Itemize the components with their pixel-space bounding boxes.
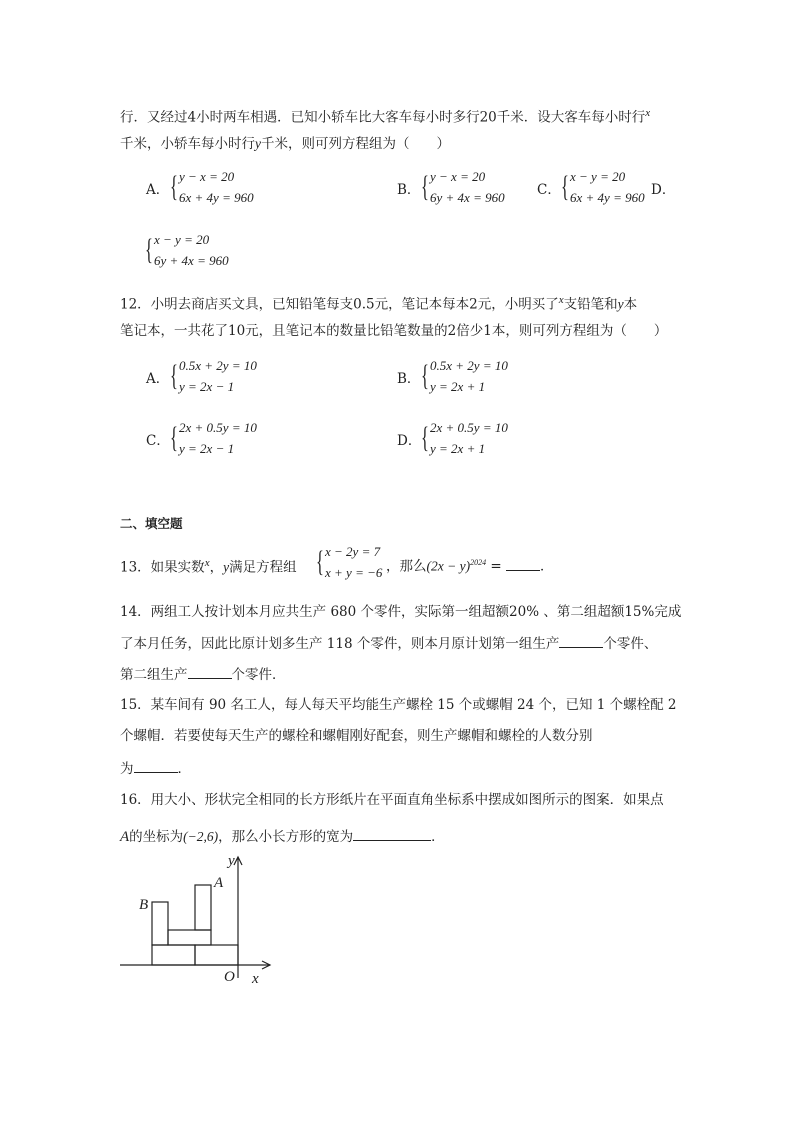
q12-option-c-label: C． bbox=[146, 433, 170, 449]
rect-middle bbox=[168, 930, 211, 945]
figure-label-b: B bbox=[139, 897, 149, 913]
q13-expr: (2x − y) bbox=[426, 558, 471, 574]
figure-label-y: y bbox=[228, 853, 235, 869]
q12-a-eq2: y = 2x − 1 bbox=[179, 379, 235, 394]
q15-line1 bbox=[120, 695, 677, 715]
q16-figure bbox=[110, 845, 280, 990]
q12-c-eq1: 2x + 0.5y = 10 bbox=[179, 420, 257, 435]
q13-mid: 满足方程组 bbox=[229, 559, 297, 576]
q12-b-eq1: 0.5x + 2y = 10 bbox=[430, 358, 508, 373]
q11-a-eq2: 6x + 4y = 960 bbox=[179, 190, 254, 205]
rect-bottom-left bbox=[152, 945, 195, 965]
worksheet-page: 行．又经过4小时两车相遇．已知小轿车比大客车每小时多行20千米．设大客车每小时行$^x$ 千米，小轿车每小时行y千米，则可列方程组为（ ） A． { y − x = 20 6x + 4y = 960 B． { y − x = 20 6y + 4x = 960 C． { x − y = 20 6x + 4y = 960 D． { x − y = 20 6y + 4x = 960 12．小明去商店买文具，已知铅笔每支0.5元，笔记本每本2元，小明买了$^x$支铅笔和y本 笔记本，一共花了10元，且笔记本的数量比铅笔数量的2倍少1本，则可列方程组为（ ） A． { 0.5x + 2y = 10 y = 2x − 1 B． { 0.5x + 2y = 10 y = 2x + 1 C． { 2x + 0.5y = 10 y = 2x − 1 D． { 2x + 0.5y = 10 y = 2x + 1 二、填空题 13．如果实数$^x$，y满足方程组 { x − 2y = 7 x + y = −6 ，那么$(2x - y)^{2024}$ = ． 14．两组工人按计划本月应共生产 680 个零件，实际第一组超额20% 、第二组超额15%完成 了本月任务，因此比原计划多生产 118 个零件，则本月原计划第一组生产 个零件、 第二组生产 个零件． 15．某车间有 90 名工人，每人每天平均能生产螺栓 15 个或螺帽 24 个，已知 1 个螺栓配 2 个螺帽．若要使每天生产的螺栓和螺帽刚好配套，则生产螺帽和螺栓的人数分别 为 ． 16．用大小、形状完全相同的长方形纸片在平面直角坐标系中摆成如图所示的图案．如果点 A的坐标为(−2,6)，那么小长方形的宽为 ． A B O x y bbox=[0, 0, 794, 1123]
q12-var-y: y bbox=[617, 296, 624, 312]
q12-option-d-label: D． bbox=[397, 433, 422, 449]
q11-line1 bbox=[120, 103, 650, 128]
q12-d-eq1: 2x + 0.5y = 10 bbox=[430, 420, 508, 435]
q12-option-a-label: A． bbox=[146, 371, 170, 387]
q11-text: 行．又经过4小时两车相遇．已知小轿车比大客车每小时多行20千米．设大客车每小时行 bbox=[120, 109, 646, 126]
q11-c-eq2: 6x + 4y = 960 bbox=[570, 190, 645, 205]
q12-c-eq2: y = 2x − 1 bbox=[179, 441, 235, 456]
q12-b-eq2: y = 2x + 1 bbox=[430, 379, 486, 394]
figure-label-a: A bbox=[214, 875, 224, 891]
rect-vertical-a bbox=[195, 885, 211, 930]
q16-text-2a: 的坐标为 bbox=[129, 829, 184, 845]
q15-text-3b: ． bbox=[177, 761, 191, 777]
q11-d-eq1: x − y = 20 bbox=[154, 232, 210, 247]
q13-sep: ， bbox=[209, 559, 224, 576]
q12-d-eq2: y = 2x + 1 bbox=[430, 441, 486, 456]
q12-option-b-label: B． bbox=[397, 371, 421, 387]
q12-line1 bbox=[120, 290, 637, 315]
q14-text-2a: 了本月任务，因此比原计划多生产 118 个零件，则本月原计划第一组生产 bbox=[120, 636, 560, 652]
q13-after: ，那么 bbox=[386, 558, 427, 575]
q13-end: ． bbox=[540, 558, 554, 575]
q15-text-1: 15．某车间有 90 名工人，每人每天平均能生产螺栓 15 个或螺帽 24 个，已知 1 个螺栓配 2 bbox=[120, 697, 677, 713]
q15-answer-blank[interactable] bbox=[134, 758, 178, 773]
section-title: 二、填空题 bbox=[120, 516, 183, 531]
q12-text-1c: 本 bbox=[623, 296, 638, 313]
q12-text-2: 笔记本，一共花了10元，且笔记本的数量比铅笔数量的2倍少1本，则可列方程组为（ ） bbox=[120, 323, 668, 339]
q13-line-end bbox=[386, 553, 554, 577]
figure-label-o: O bbox=[224, 969, 235, 985]
q15-text-2: 个螺帽．若要使每天生产的螺栓和螺帽刚好配套，则生产螺帽和螺栓的人数分别 bbox=[120, 728, 593, 744]
q12-text-1a: 12．小明去商店买文具，已知铅笔每支0.5元，笔记本每本2元，小明买了 bbox=[120, 296, 559, 313]
figure-label-x: x bbox=[252, 971, 259, 987]
q13-eq1: x − 2y = 7 bbox=[325, 544, 381, 559]
q11-a-eq1: y − x = 20 bbox=[179, 169, 235, 184]
q12-line2 bbox=[120, 321, 667, 341]
q11-option-b-label: B． bbox=[397, 182, 421, 198]
q14-answer-blank-2[interactable] bbox=[188, 664, 232, 679]
q11-d-eq2: 6y + 4x = 960 bbox=[154, 253, 229, 268]
q11-option-a-label: A． bbox=[146, 182, 170, 198]
q11-b-eq2: 6y + 4x = 960 bbox=[430, 190, 505, 205]
q11-text-2a: 千米，小轿车每小时行 bbox=[120, 136, 255, 152]
q11-c-eq1: x − y = 20 bbox=[570, 169, 626, 184]
q14-text-3b: 个零件． bbox=[231, 667, 286, 683]
rect-bottom-right bbox=[195, 945, 238, 965]
q16-text-end: ． bbox=[431, 829, 445, 845]
q16-text-1: 16．用大小、形状完全相同的长方形纸片在平面直角坐标系中摆成如图所示的图案．如果点 bbox=[120, 792, 664, 808]
q13-answer-blank[interactable] bbox=[506, 556, 540, 571]
rect-vertical-b bbox=[152, 902, 168, 945]
q14-text-3a: 第二组生产 bbox=[120, 667, 188, 683]
q12-a-eq1: 0.5x + 2y = 10 bbox=[179, 358, 257, 373]
q14-line1 bbox=[120, 602, 681, 622]
q13-line bbox=[120, 553, 297, 578]
q14-answer-blank-1[interactable] bbox=[559, 633, 603, 648]
q16-line2 bbox=[120, 826, 445, 847]
q13-prefix: 13．如果实数 bbox=[120, 559, 205, 576]
q15-line2 bbox=[120, 726, 593, 746]
q14-text-2b: 个零件、 bbox=[603, 636, 658, 652]
q15-text-3a: 为 bbox=[120, 761, 134, 777]
q13-equals: = bbox=[486, 558, 506, 575]
q13-eq2: x + y = −6 bbox=[325, 565, 383, 580]
q11-text-2b: 千米，则可列方程组为（ ） bbox=[261, 136, 450, 152]
q14-text-1: 14．两组工人按计划本月应共生产 680 个零件，实际第一组超额20% 、第二组超额15%完成 bbox=[120, 604, 682, 620]
q12-text-1b: 支铅笔和 bbox=[563, 296, 618, 313]
q16-answer-blank[interactable] bbox=[353, 826, 431, 841]
q16-var-a: A bbox=[120, 829, 130, 845]
q13-var-y: y bbox=[223, 559, 230, 575]
q11-option-d-label: D． bbox=[651, 182, 676, 198]
q14-line2 bbox=[120, 633, 657, 654]
q16-coord: (−2,6) bbox=[183, 829, 219, 844]
q11-option-c-label: C． bbox=[537, 182, 561, 198]
q12-var-x: x bbox=[558, 294, 564, 306]
q14-line3 bbox=[120, 664, 286, 685]
q15-line3 bbox=[120, 758, 191, 779]
q13-exp: 2024 bbox=[470, 558, 487, 567]
q13-var-x: x bbox=[204, 557, 210, 569]
q11-b-eq1: y − x = 20 bbox=[430, 169, 486, 184]
q16-line1 bbox=[120, 790, 664, 810]
q16-text-2b: ，那么小长方形的宽为 bbox=[218, 829, 354, 845]
q11-var-x: x bbox=[645, 107, 651, 119]
q11-line2 bbox=[120, 134, 450, 154]
q11-var-y: y bbox=[255, 136, 261, 151]
